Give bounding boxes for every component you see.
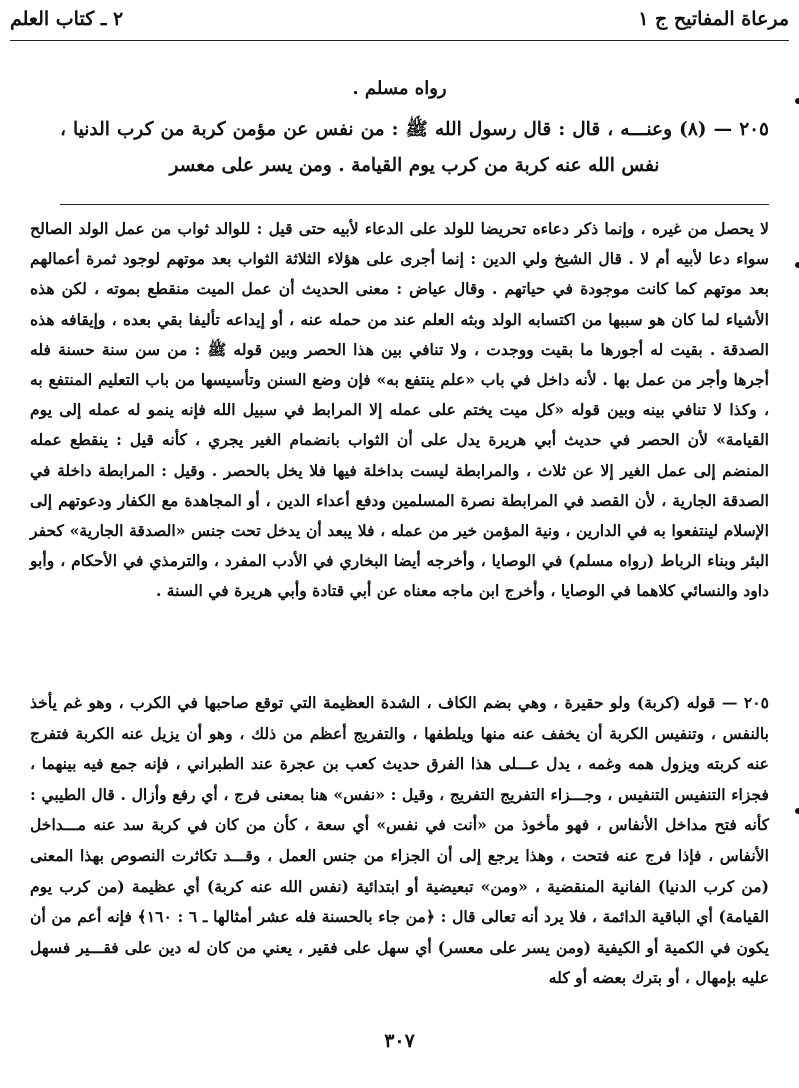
commentary-paragraph: لا يحصل من غيره ، وإنما ذكر دعاءه تحريضا للولد على الدعاء لأبيه حتى قيل : للوالد ثواب من عمل الولد الصالح سواء دعا لأبيه أم لا . قال الشيخ ولي الدين : إنما أجرى على هؤلاء الثلاثة الثواب بعد موتهم لوجود ثمرة أعمالهم بعد موتهم كما كانت موجودة في حياتهم . وقال عياض : معنى الحديث أن عمل الميت منقطع بموته ، لكن هذه الأشياء لما كان هو سببها من اكتسابه الولد وبثه العلم عند من حمله عنه ، أو إيداعه تأليفا بقي بعده ، وإيقافه هذه الصدقة . بقيت له أجورها ما بقيت ووجدت ، ولا تنافي بين هذا الحصر وبين قوله ﷺ : من سن سنة حسنة فله أجرها وأجر من عمل بها . لأنه داخل في باب «علم ينتفع به» فإن وضع السنن وتأسيسها من باب التعليم المنتفع به ، وكذا لا تنافي بينه وبين قوله «كل ميت يختم على عمله إلا المرابط في سبيل الله فإنه ينمو له عمله إلى يوم القيامة» لأن الحصر في حديث أبي هريرة يدل على أن الثواب بانضمام الغير يجري ، كأنه قيل : ينقطع عمله المنضم إلى عمل الغير إلا عن ثلاث ، والمرابطة ليست بداخلة فيها فلا يخل بالحصر . وقيل : المرابطة داخلة في الصدقة الجارية ، لأن القصد في المرابطة نصرة المسلمين ودفع أعداء الدين ، أو المجاهدة مع الكفار ودعوتهم إلى الإسلام لينتفعوا به في الدارين ، ونية المؤمن خير من عمله ، فلا يبعد أن يدخل تحت جنس «الصدقة الجارية» كحفر البئر وبناء الرباط (رواه مسلم) في الوصايا ، وأخرجه أيضا البخاري في الأدب المفرد ، والترمذي في الأحكام ، وأبو داود والنسائي كلاهما في الوصايا ، وأخرج ابن ماجه معناه عن أبي قتادة وأبي هريرة في السنة . (30, 219, 769, 601)
commentary-part-1 (30, 214, 769, 607)
page-number: ٣٠٧ (384, 1030, 415, 1052)
chapter-title: ٢ ـ كتاب العلم (10, 8, 124, 30)
margin-dot (795, 262, 799, 268)
commentary-paragraph: ٢٠٥ — قوله (كربة) ولو حقيرة ، وهي بضم الكاف ، الشدة العظيمة التي توقع صاحبها في الكرب ، وهو غم يأخذ بالنفس ، وتنفيس الكربة أن يخفف عنه منها ويلطفها ، والتفريج أعظم من ذلك ، وهو أن يزيل عنه الكربة فتفرج عنه كربته ويزول همه وغمه ، يدل عـــلى هذا الفرق حديث كعب بن عجرة عند الطبراني ، فإنه جمع فيه بينهما ، فجزاء التنفيس التنفيس ، وجـــزاء التفريج التفريج ، وقيل : «نفس» هنا بمعنى فرج ، أي رفع وأزال . قال الطيبي : كأنه فتح مداخل الأنفاس ، فهو مأخوذ من «أنت في نفس» أي سعة ، كأن من كان في كربة سد عنه مـــداخل الأنفاس ، فإذا فرج عنه فتحت ، وهذا يرجع إلى أن الجزاء من جنس العمل ، وقـــد تكاثرت النصوص بهذا المعنى (من كرب الدنيا) الفانية المنقضية ، «ومن» تبعيضية أو ابتدائية (نفس الله عنه كربة) أي عظيمة (من كرب يوم القيامة) أي الباقية الدائمة ، فلا يرد أنه تعالى قال : ﴿من جاء بالحسنة فله عشر أمثالها ـ ٦ : ١٦٠﴾ فإنه أعم من أن يكون في الكمية أو الكيفية (ومن يسر على معسر) أي سهل على فقير ، يعني من كان له دين على فقـــير فسهل عليه بإمهال ، أو بترك بعضه أو كله (30, 693, 769, 988)
source-attribution: رواه مسلم . (352, 78, 447, 99)
running-header (10, 2, 789, 36)
hadith-text: ٢٠٥ — (٨) وعنـــه ، قال : قال رسول الله ﷺ : من نفس عن مؤمن كربة من كرب الدنيا ، نفس الله عنه كربة من كرب يوم القيامة . ومن يسر على معسر (60, 119, 769, 176)
commentary-part-2 (30, 688, 769, 994)
book-title: مرعاة المفاتيح ج ١ (638, 8, 789, 30)
section-divider (60, 204, 769, 205)
margin-dot (795, 808, 799, 814)
header-rule (10, 40, 789, 41)
